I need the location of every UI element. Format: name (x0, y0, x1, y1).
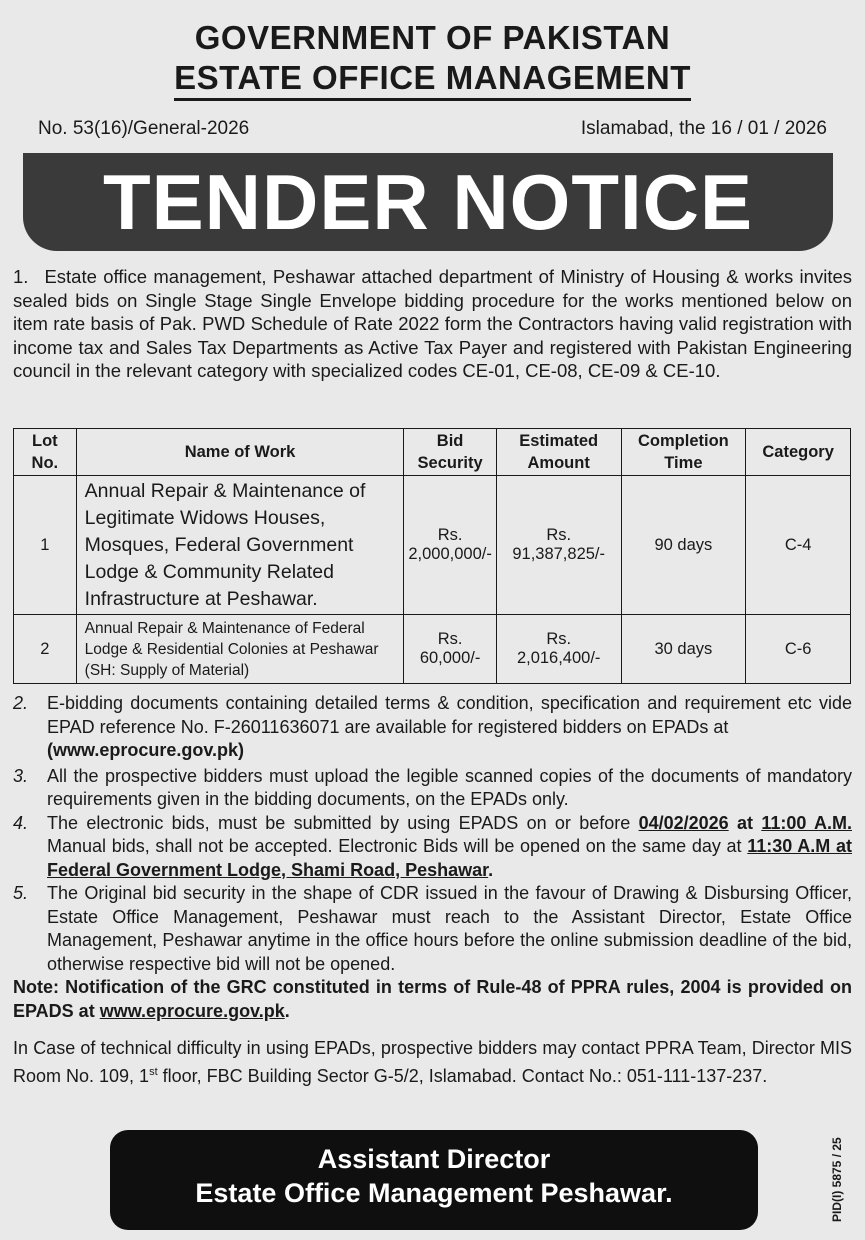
opening-venue: 11:30 A.M at Federal Government Lodge, Shami Road, Peshawar (47, 836, 852, 880)
header-bid-security: Bid Security (404, 429, 496, 476)
cell-category: C-6 (746, 615, 851, 684)
cell-category: C-4 (746, 476, 851, 615)
table-header-row (14, 429, 851, 476)
list-item (13, 765, 852, 812)
office-title: ESTATE OFFICE MANAGEMENT (174, 58, 691, 101)
tender-notice-banner: TENDER NOTICE (23, 153, 833, 251)
item-number: 3. (13, 765, 29, 786)
list-item (13, 882, 852, 976)
terms-list (13, 692, 852, 1088)
header-name: Name of Work (76, 429, 404, 476)
table-row (14, 476, 851, 615)
document-header (0, 18, 865, 101)
header-estimated-amount: Estimated Amount (496, 429, 621, 476)
header-completion-time: Completion Time (621, 429, 746, 476)
works-table (13, 428, 851, 684)
cell-lot: 2 (14, 615, 77, 684)
header-category: Category (746, 429, 851, 476)
cell-bid-security: Rs. 2,000,000/- (404, 476, 496, 615)
item-text: The electronic bids, must be submitted by using EPADS on or before (47, 812, 631, 833)
deadline-time: 11:00 A.M. (761, 812, 852, 833)
intro-text: Estate office management, Peshawar attached department of Ministry of Housing & works invites sealed bids on Single Stage Single Envelope bidding procedure for the works mentioned below on item rate basis of Pak. PWD Schedule of Rate 2022 form the Contractors having valid registration with income tax and Sales Tax Departments as Active Tax Payer and registered with Pakistan Engineering council in the relevant category with specialized codes CE-01, CE-08, CE-09 & CE-10. (13, 266, 852, 382)
contact-text-continued: floor, FBC Building Sector G-5/2, Islamabad. Contact No.: 051-111-137-237. (157, 1065, 768, 1086)
note-text: Note: Notification of the GRC constituted in terms of Rule-48 of PPRA rules, 2004 is provided on EPADS at (13, 977, 852, 1021)
eprocure-link[interactable]: (www.eprocure.gov.pk) (47, 740, 245, 760)
header-lot: Lot No. (14, 429, 77, 476)
cell-lot: 1 (14, 476, 77, 615)
cell-estimated-amount: Rs. 2,016,400/- (496, 615, 621, 684)
place-date: Islamabad, the 16 / 01 / 2026 (580, 118, 827, 139)
item-number: 5. (13, 883, 29, 903)
government-title: GOVERNMENT OF PAKISTAN (194, 19, 671, 56)
deadline-at: at (736, 812, 753, 833)
cell-name: Annual Repair & Maintenance of Legitimate Widows Houses, Mosques, Federal Government Lodge & Community Related Infrastructure at Peshawar. (76, 476, 404, 615)
cell-completion-time: 30 days (621, 615, 746, 684)
list-item: 4. The electronic bids, must be submitted by using EPADS on or before 04/02/2026 at 11:00 A.M. Manual bids, shall not be accepted. Electronic Bids will be opened on the same day at 11:30 A.M at Federal Government Lodge, Shami Road, Peshawar. (13, 812, 852, 880)
signatory-office: Estate Office Management Peshawar. (195, 1178, 673, 1208)
cell-completion-time: 90 days (621, 476, 746, 615)
item-text-continued: Manual bids, shall not be accepted. Electronic Bids will be opened on the same day at (47, 836, 742, 856)
ordinal-suffix: st (149, 1065, 158, 1078)
item-number: 2. (13, 693, 29, 713)
signoff-box (110, 1130, 758, 1230)
item-text: E-bidding documents containing detailed terms & condition, specification and requirement etc vide EPAD reference No. F-26011636071 are available for registered bidders on EPADs at (47, 693, 852, 737)
table-row (14, 615, 851, 684)
contact-text: In Case of technical difficulty in using EPADs, prospective bidders may contact PPRA Team, Director MIS Room No. 109, 1 (13, 1038, 852, 1086)
contact-paragraph (13, 1037, 852, 1088)
grc-note: Note: Notification of the GRC constituted in terms of Rule-48 of PPRA rules, 2004 is provided on EPADS at www.eprocure.gov.pk. (13, 977, 852, 1021)
intro-number: 1. (13, 266, 29, 287)
item-text: The Original bid security in the shape of CDR issued in the favour of Drawing & Disbursing Officer, Estate Office Management, Peshawar must reach to the Assistant Director, Estate Office Management, Peshawar anytime in the office hours before the online submission deadline of the bid, otherwise respective bid will not be opened. (47, 883, 852, 974)
cell-name: Annual Repair & Maintenance of Federal Lodge & Residential Colonies at Peshawar (SH: Supply of Material) (76, 615, 404, 684)
note-link[interactable]: www.eprocure.gov.pk (99, 1000, 285, 1021)
cell-estimated-amount: Rs. 91,387,825/- (496, 476, 621, 615)
list-item (13, 692, 852, 763)
item-text: All the prospective bidders must upload the legible scanned copies of the documents of mandatory requirements given in the bidding documents, on the EPADs only. (47, 765, 852, 809)
deadline-date: 04/02/2026 (638, 812, 729, 833)
reference-number: No. 53(16)/General-2026 (38, 118, 250, 139)
signatory-title: Assistant Director (317, 1144, 551, 1174)
item-number: 4. (13, 812, 29, 833)
pid-code: PID(I) 5875 / 25 (830, 1137, 844, 1223)
cell-bid-security: Rs. 60,000/- (404, 615, 496, 684)
intro-paragraph (13, 265, 852, 383)
